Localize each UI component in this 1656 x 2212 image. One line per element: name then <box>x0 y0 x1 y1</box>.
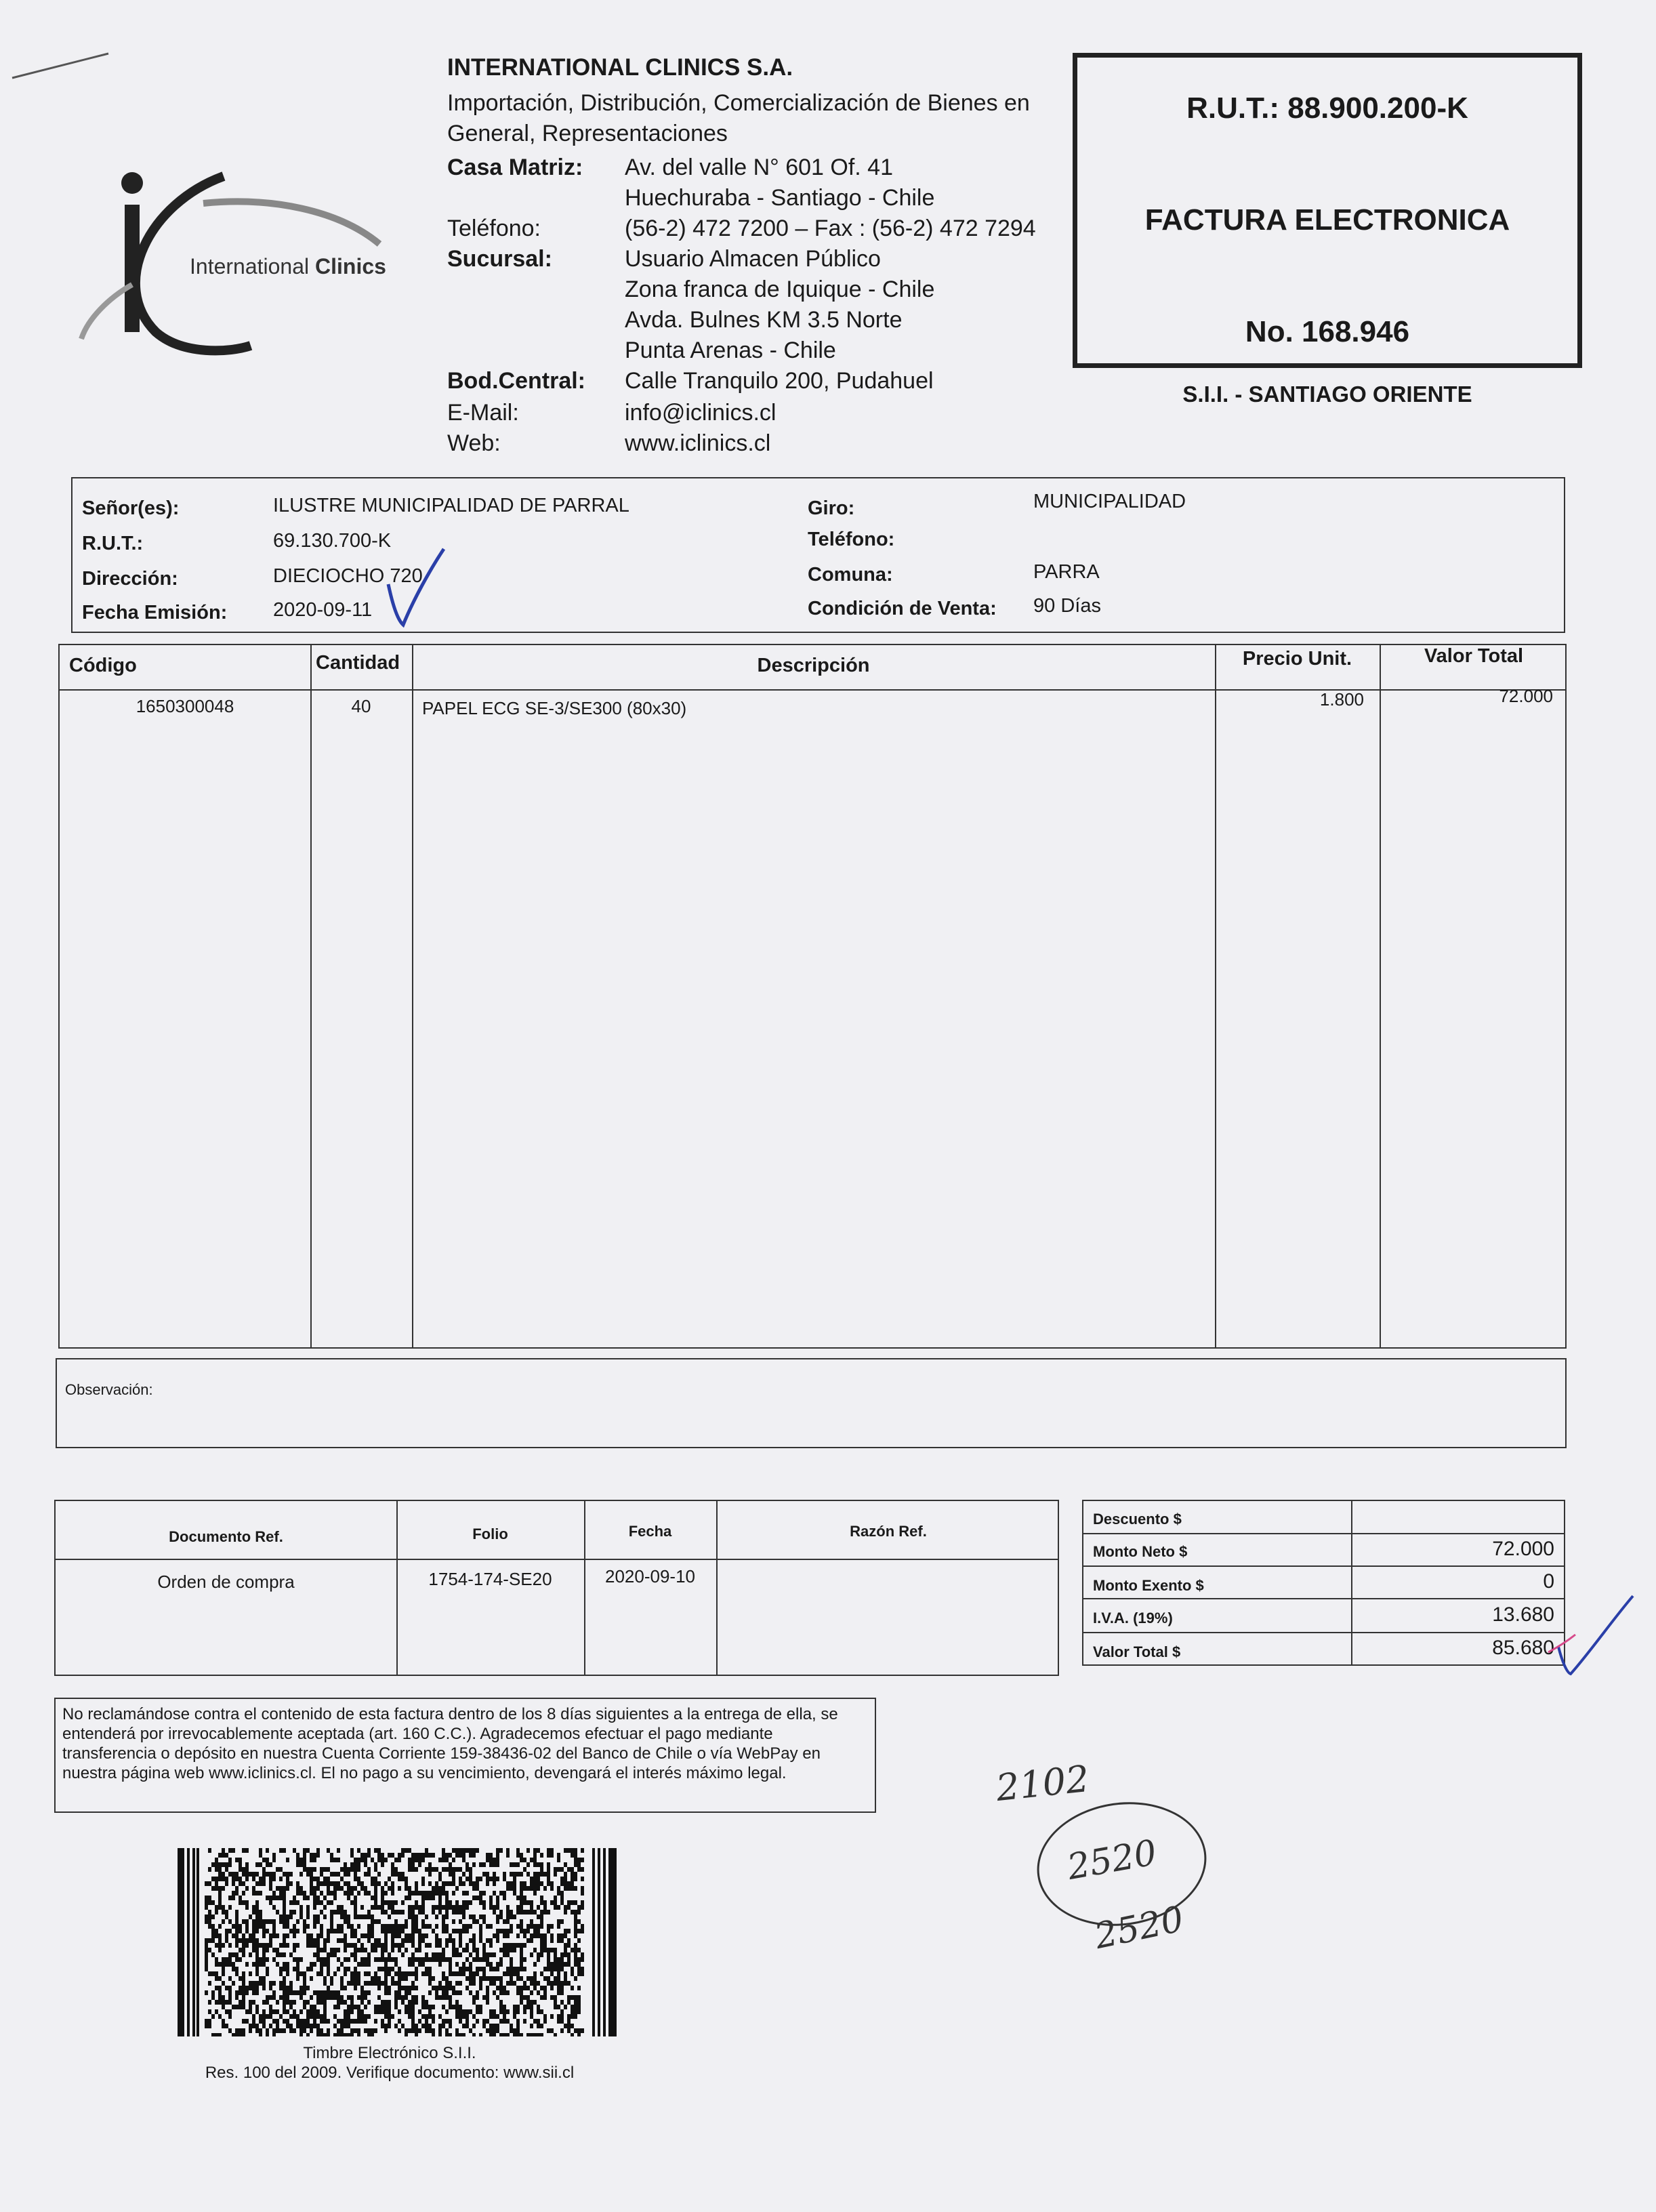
totals-box <box>1082 1500 1565 1666</box>
document-type: FACTURA ELECTRONICA <box>1144 203 1510 237</box>
exento-value: 0 <box>1543 1570 1554 1593</box>
sucursal-line1: Usuario Almacen Público <box>625 246 881 272</box>
handwritten-note: 2520 <box>1091 1898 1188 1958</box>
rut-number: R.U.T.: 88.900.200-K <box>1186 91 1468 125</box>
direccion-value: DIECIOCHO 720 <box>273 565 423 587</box>
sucursal-line4: Punta Arenas - Chile <box>625 337 836 363</box>
comuna-label: Comuna: <box>808 564 893 586</box>
exento-label: Monto Exento $ <box>1093 1577 1204 1594</box>
rut-box <box>1073 53 1582 368</box>
handwritten-note: 2520 <box>1064 1832 1160 1889</box>
client-rut-label: R.U.T.: <box>82 533 144 554</box>
telefono-label: Teléfono: <box>447 216 541 241</box>
casa-matriz-line2: Huechuraba - Santiago - Chile <box>625 185 935 211</box>
bodega-value: Calle Tranquilo 200, Pudahuel <box>625 368 934 394</box>
header-precio: Precio Unit. <box>1242 648 1352 670</box>
condicion-value: 90 Días <box>1033 595 1101 617</box>
logo-text-light: International <box>190 254 310 279</box>
condicion-label: Condición de Venta: <box>808 598 997 619</box>
senores-label: Señor(es): <box>82 497 180 519</box>
email-label: E-Mail: <box>447 400 519 426</box>
comuna-value: PARRA <box>1033 561 1100 583</box>
total-value: 85.680 <box>1492 1637 1554 1659</box>
casa-matriz-label: Casa Matriz: <box>447 155 583 180</box>
casa-matriz-line1: Av. del valle N° 601 Of. 41 <box>625 155 893 180</box>
row-precio: 1.800 <box>1319 689 1364 710</box>
row-cantidad: 40 <box>351 696 371 716</box>
sucursal-line2: Zona franca de Iquique - Chile <box>625 276 935 302</box>
giro-value: MUNICIPALIDAD <box>1033 491 1186 512</box>
company-logo <box>68 163 434 359</box>
company-description: Importación, Distribución, Comercialización de Bienes en General, Representaciones <box>447 90 1030 146</box>
row-valor: 72.000 <box>1499 686 1553 706</box>
ref-header-documento: Documento Ref. <box>169 1528 283 1545</box>
client-telefono-label: Teléfono: <box>808 529 895 550</box>
header-descripcion: Descripción <box>757 655 870 676</box>
sucursal-label: Sucursal: <box>447 246 552 272</box>
ref-folio: 1754-174-SE20 <box>428 1569 552 1589</box>
iva-value: 13.680 <box>1492 1603 1554 1626</box>
legal-notice: No reclamándose contra el contenido de esta factura dentro de los 8 días siguientes a la entrega de ella, se entenderá por irrevocablemente aceptada (art. 160 C.C.). Agradecemos efectuar el pago mediante transferencia o depósito en nuestra Cuenta Corriente 159-38436-02 del Banco de Chile o vía WebPay en nuestra página web www.iclinics.cl. El no pago a su vencimiento, devengará el interés máximo legal. <box>54 1698 876 1813</box>
web-label: Web: <box>447 430 501 456</box>
handwritten-note: 2102 <box>994 1757 1092 1810</box>
logo-text-bold: Clinics <box>315 254 386 279</box>
row-descripcion: PAPEL ECG SE-3/SE300 (80x30) <box>422 698 687 718</box>
bodega-label: Bod.Central: <box>447 368 585 394</box>
observacion-label: Observación: <box>65 1381 153 1398</box>
client-rut-value: 69.130.700-K <box>273 530 392 552</box>
reference-table <box>54 1500 1059 1676</box>
ref-fecha: 2020-09-10 <box>605 1566 695 1586</box>
invoice-number: No. 168.946 <box>1245 315 1410 348</box>
company-name: INTERNATIONAL CLINICS S.A. <box>447 54 793 81</box>
ref-documento: Orden de compra <box>157 1572 295 1592</box>
fecha-emision-label: Fecha Emisión: <box>82 602 228 623</box>
senores-value: ILUSTRE MUNICIPALIDAD DE PARRAL <box>273 495 629 516</box>
descuento-label: Descuento $ <box>1093 1511 1182 1528</box>
fecha-emision-value: 2020-09-11 <box>273 599 373 621</box>
client-box <box>71 477 1565 633</box>
sucursal-line3: Avda. Bulnes KM 3.5 Norte <box>625 307 903 333</box>
timbre-text <box>122 2043 657 2083</box>
pen-mark <box>7 44 115 85</box>
ref-header-razon: Razón Ref. <box>850 1523 927 1540</box>
total-label: Valor Total $ <box>1093 1643 1181 1660</box>
observacion-box <box>56 1358 1567 1448</box>
ref-header-folio: Folio <box>472 1525 508 1542</box>
iva-label: I.V.A. (19%) <box>1093 1610 1173 1626</box>
items-table <box>58 644 1567 1349</box>
checkmark-icon <box>1538 1586 1640 1681</box>
telefono-value: (56-2) 472 7200 – Fax : (56-2) 472 7294 <box>625 216 1036 241</box>
timbre-line1: Timbre Electrónico S.I.I. <box>303 2044 476 2062</box>
direccion-label: Dirección: <box>82 568 178 590</box>
header-valor: Valor Total <box>1424 645 1524 667</box>
timbre-line2: Res. 100 del 2009. Verifique documento: www.sii.cl <box>205 2064 575 2082</box>
giro-label: Giro: <box>808 497 855 519</box>
neto-value: 72.000 <box>1492 1538 1554 1560</box>
barcode-timbre <box>178 1848 617 2036</box>
ref-header-fecha: Fecha <box>628 1523 672 1540</box>
checkmark-icon <box>376 542 451 630</box>
row-codigo: 1650300048 <box>136 696 234 716</box>
header-cantidad: Cantidad <box>316 652 400 674</box>
web-value: www.iclinics.cl <box>625 430 771 456</box>
email-value: info@iclinics.cl <box>625 400 777 426</box>
neto-label: Monto Neto $ <box>1093 1543 1188 1560</box>
header-codigo: Código <box>69 655 137 676</box>
sii-office: S.I.I. - SANTIAGO ORIENTE <box>1182 382 1472 407</box>
